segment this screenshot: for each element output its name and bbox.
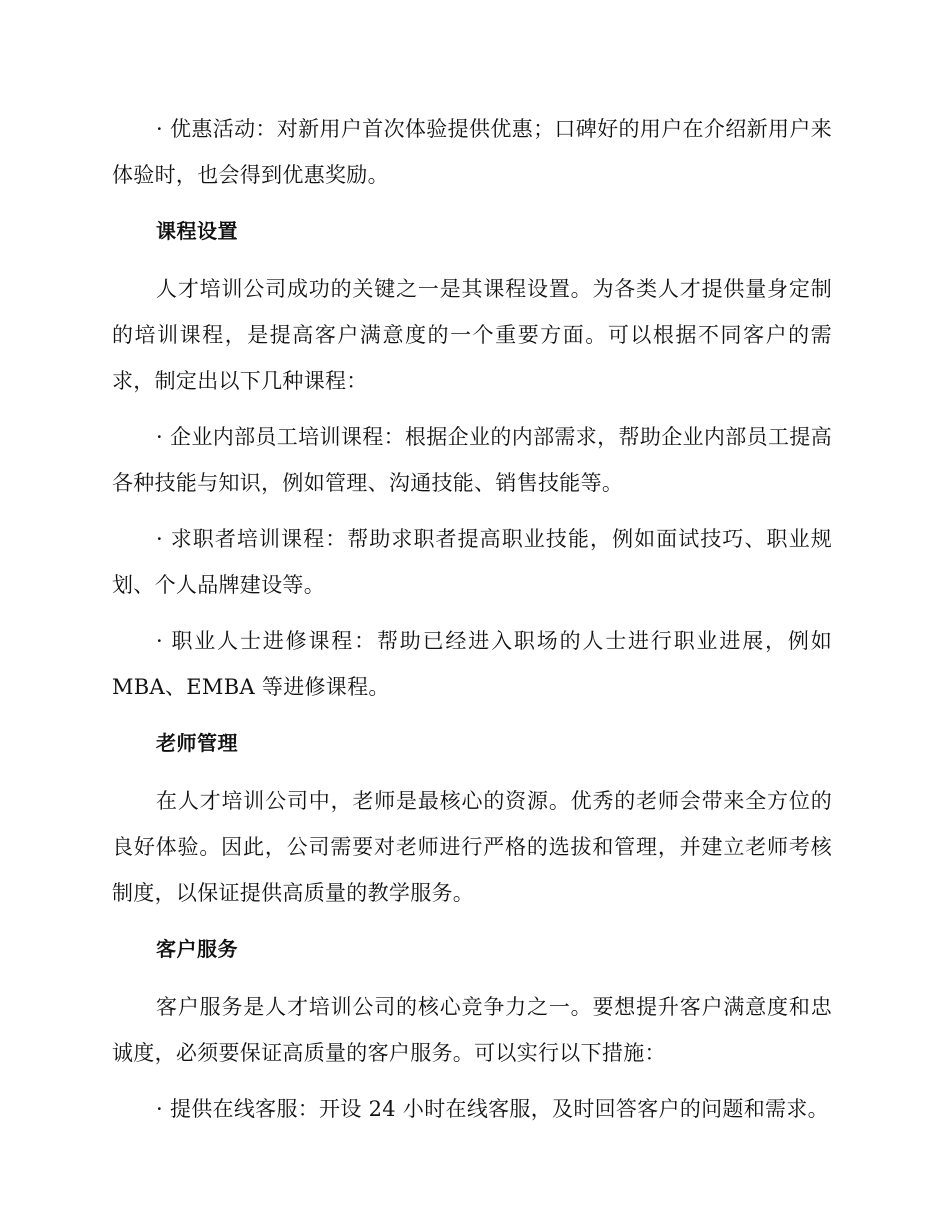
bullet-professional-courses: · 职业人士进修课程：帮助已经进入职场的人士进行职业进展，例如MBA、EMBA 等进修课程。 (112, 629, 832, 699)
section-heading-teachers: 老师管理 (156, 731, 238, 755)
bullet-jobseeker-training: · 求职者培训课程：帮助求职者提高职业技能，例如面试技巧、职业规划、个人品牌建设等。 (112, 527, 832, 597)
bullet-promotion: · 优惠活动：对新用户首次体验提供优惠；口碑好的用户在介绍新用户来体验时，也会得到优惠奖励。 (112, 117, 832, 187)
paragraph-courses-intro: 人才培训公司成功的关键之一是其课程设置。为各类人才提供量身定制的培训课程，是提高客户满意度的一个重要方面。可以根据不同客户的需求，制定出以下几种课程： (112, 277, 832, 393)
paragraph-teachers: 在人才培训公司中，老师是最核心的资源。优秀的老师会带来全方位的良好体验。因此，公司需要对老师进行严格的选拔和管理，并建立老师考核制度，以保证提供高质量的教学服务。 (112, 789, 832, 905)
paragraph-customer-service: 客户服务是人才培训公司的核心竞争力之一。要想提升客户满意度和忠诚度，必须要保证高质量的客户服务。可以实行以下措施： (112, 995, 832, 1065)
bullet-online-support: · 提供在线客服：开设 24 小时在线客服，及时回答客户的问题和需求。 (156, 1097, 829, 1121)
section-heading-customer-service: 客户服务 (156, 937, 238, 961)
document-body (112, 106, 832, 1142)
section-heading-courses: 课程设置 (156, 219, 238, 243)
bullet-employee-training: · 企业内部员工培训课程：根据企业的内部需求，帮助企业内部员工提高各种技能与知识，例如管理、沟通技能、销售技能等。 (112, 425, 832, 495)
